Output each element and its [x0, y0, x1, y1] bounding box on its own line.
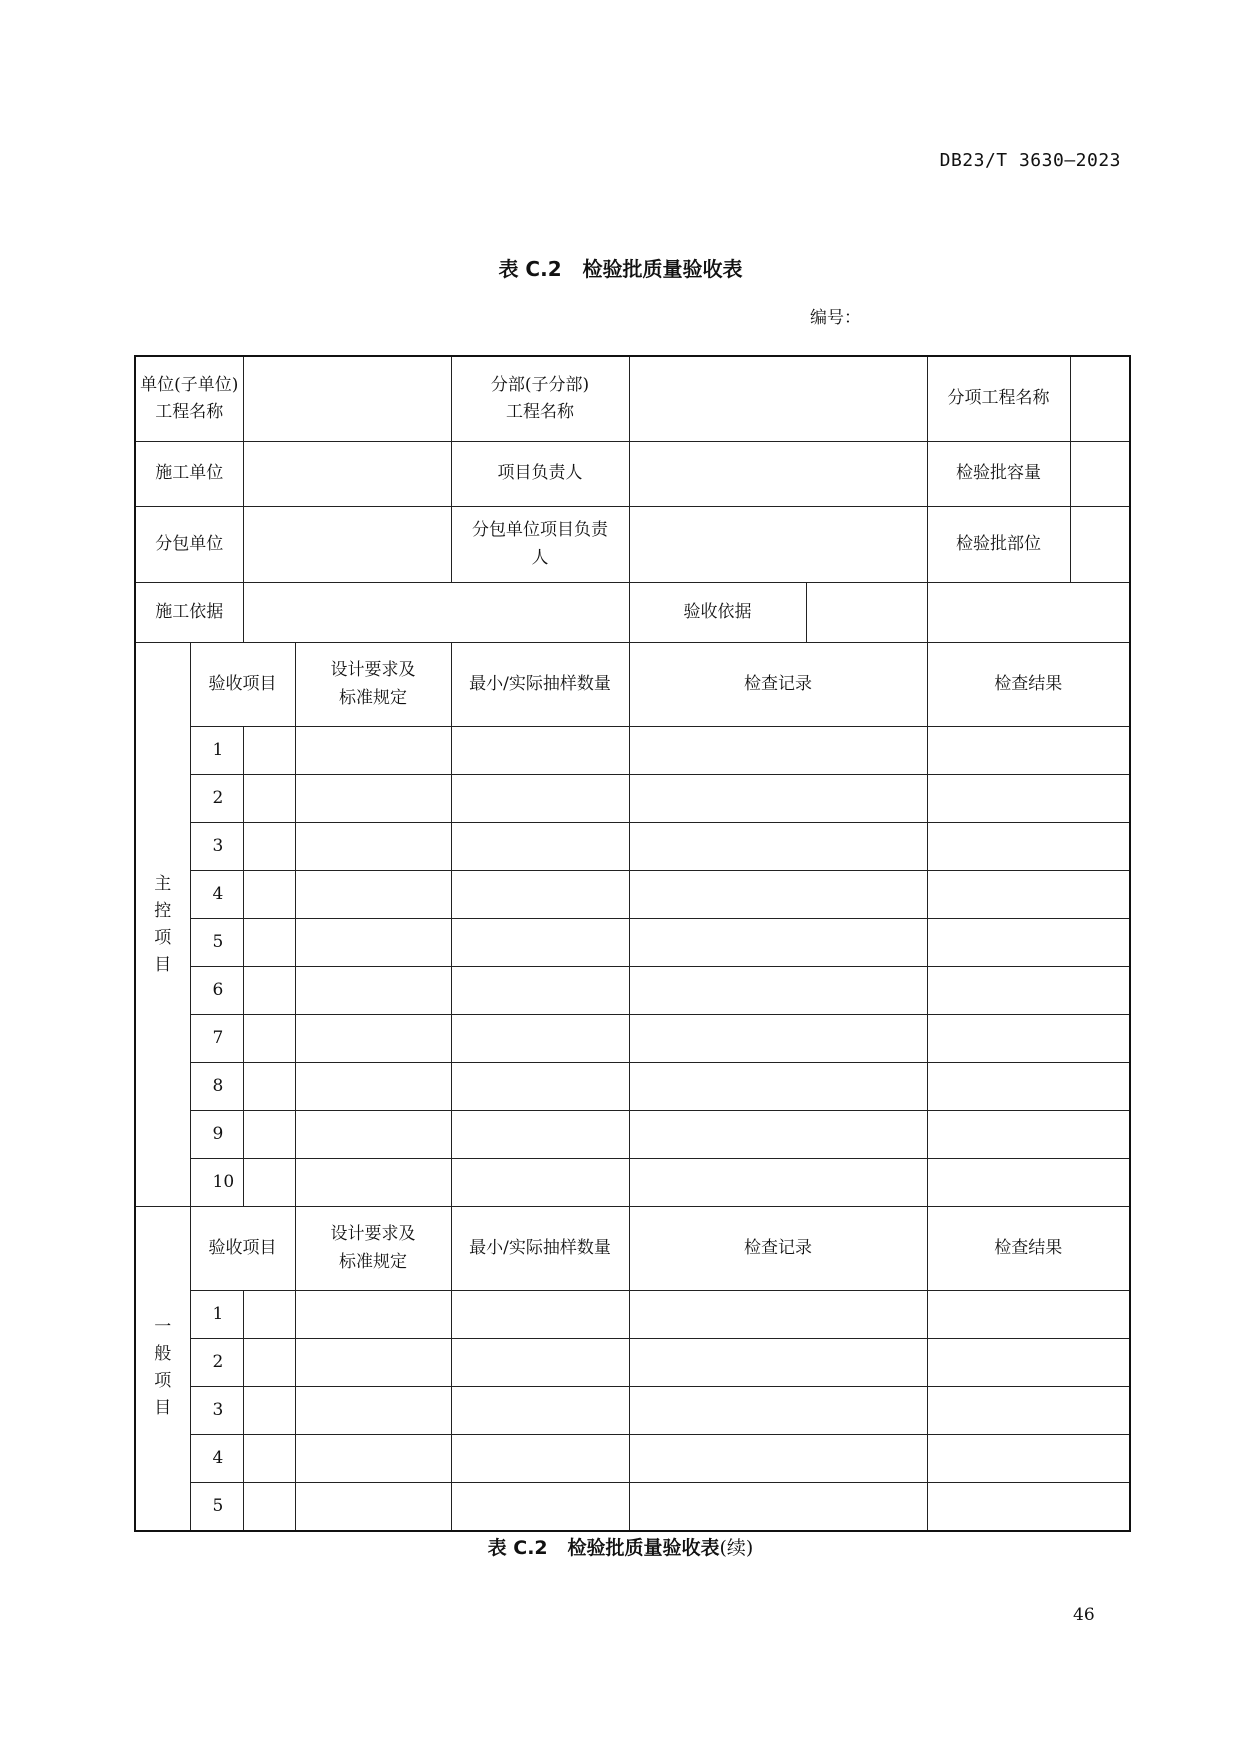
info-row-names: [135, 356, 1130, 442]
main-cell-record[interactable]: [629, 1111, 927, 1159]
main-cell-sampling[interactable]: [451, 1015, 629, 1063]
constructor-label: 施工单位: [135, 442, 243, 507]
general-item-row: [135, 1387, 1130, 1435]
acceptance-form-table: [134, 355, 1131, 1532]
main-cell-result[interactable]: [927, 919, 1130, 967]
main-cell-design-req[interactable]: [295, 1015, 451, 1063]
general-row-number: 3: [190, 1387, 243, 1435]
item-name-split: [927, 356, 1130, 442]
main-col-item: 验收项目: [190, 643, 295, 727]
general-row-number: 2: [190, 1339, 243, 1387]
main-cell-record[interactable]: [629, 775, 927, 823]
main-cell-sampling[interactable]: [451, 1159, 629, 1207]
general-item-row: [135, 1435, 1130, 1483]
main-cell-result[interactable]: [927, 727, 1130, 775]
general-cell-sampling[interactable]: [451, 1387, 629, 1435]
table-title: 表 C.2 检验批质量验收表: [498, 257, 743, 281]
main-cell-result[interactable]: [927, 1063, 1130, 1111]
main-cell-sampling[interactable]: [451, 775, 629, 823]
unit-name-value[interactable]: [243, 356, 451, 442]
general-section-label: 一 般 项 目: [135, 1207, 190, 1531]
main-row-number: 4: [190, 871, 243, 919]
main-row-number: 10: [190, 1159, 243, 1207]
sub-leader-label: 分包单位项目负责 人: [451, 507, 629, 583]
batch-location-value[interactable]: [1071, 507, 1130, 582]
main-cell-record[interactable]: [629, 967, 927, 1015]
project-leader-value[interactable]: [629, 442, 927, 507]
general-cell-sampling[interactable]: [451, 1435, 629, 1483]
main-cell-result[interactable]: [927, 967, 1130, 1015]
general-cell-sampling[interactable]: [451, 1483, 629, 1531]
batch-location-label: 检验批部位: [928, 507, 1071, 582]
main-cell-result[interactable]: [927, 1111, 1130, 1159]
main-col-result: 检查结果: [927, 643, 1130, 727]
basis-split: [629, 583, 927, 643]
main-cell-design-req[interactable]: [295, 1063, 451, 1111]
general-cell-item-name[interactable]: [243, 1435, 295, 1483]
constructor-value[interactable]: [243, 442, 451, 507]
general-cell-item-name[interactable]: [243, 1291, 295, 1339]
main-row-number: 3: [190, 823, 243, 871]
main-cell-sampling[interactable]: [451, 1063, 629, 1111]
main-row-number: 8: [190, 1063, 243, 1111]
main-col-sampling: 最小/实际抽样数量: [451, 643, 629, 727]
general-cell-record[interactable]: [629, 1339, 927, 1387]
general-cell-result[interactable]: [927, 1387, 1130, 1435]
main-item-row: [135, 967, 1130, 1015]
batch-capacity-label: 检验批容量: [928, 442, 1071, 506]
main-cell-design-req[interactable]: [295, 727, 451, 775]
info-row-subcontractor: [135, 507, 1130, 583]
general-row-number: 5: [190, 1483, 243, 1531]
subcontractor-label: 分包单位: [135, 507, 243, 583]
main-cell-result[interactable]: [927, 871, 1130, 919]
main-cell-design-req[interactable]: [295, 823, 451, 871]
item-name-value[interactable]: [1071, 357, 1130, 441]
general-cell-design-req[interactable]: [295, 1291, 451, 1339]
main-cell-design-req[interactable]: [295, 775, 451, 823]
batch-capacity-split: [927, 442, 1130, 507]
sub-leader-value[interactable]: [629, 507, 927, 583]
general-cell-sampling[interactable]: [451, 1291, 629, 1339]
acceptance-basis-value[interactable]: [807, 583, 927, 642]
main-cell-result[interactable]: [927, 823, 1130, 871]
main-cell-design-req[interactable]: [295, 871, 451, 919]
main-cell-sampling[interactable]: [451, 823, 629, 871]
main-cell-sampling[interactable]: [451, 1111, 629, 1159]
general-col-item: 验收项目: [190, 1207, 295, 1291]
sub-part-name-label: 分部(子分部) 工程名称: [451, 356, 629, 442]
main-row-number: 6: [190, 967, 243, 1015]
general-cell-result[interactable]: [927, 1339, 1130, 1387]
main-cell-design-req[interactable]: [295, 919, 451, 967]
main-cell-record[interactable]: [629, 823, 927, 871]
main-row-number: 1: [190, 727, 243, 775]
general-cell-record[interactable]: [629, 1483, 927, 1531]
main-item-row: [135, 727, 1130, 775]
acceptance-basis-label: 验收依据: [630, 583, 807, 642]
main-cell-item-name[interactable]: [243, 1159, 295, 1207]
info-row-basis: [135, 583, 1130, 643]
main-cell-result[interactable]: [927, 1015, 1130, 1063]
main-row-number: 2: [190, 775, 243, 823]
general-cell-design-req[interactable]: [295, 1435, 451, 1483]
general-cell-item-name[interactable]: [243, 1339, 295, 1387]
general-cell-design-req[interactable]: [295, 1387, 451, 1435]
general-cell-result[interactable]: [927, 1291, 1130, 1339]
main-item-row: [135, 919, 1130, 967]
general-col-result: 检查结果: [927, 1207, 1130, 1291]
standard-number: DB23/T 3630—2023: [939, 150, 1121, 171]
main-item-row: [135, 1111, 1130, 1159]
main-item-row: [135, 823, 1130, 871]
general-item-row: [135, 1483, 1130, 1531]
main-cell-sampling[interactable]: [451, 727, 629, 775]
main-cell-record[interactable]: [629, 1063, 927, 1111]
main-cell-record[interactable]: [629, 871, 927, 919]
main-cell-item-name[interactable]: [243, 871, 295, 919]
main-cell-result[interactable]: [927, 1159, 1130, 1207]
main-cell-item-name[interactable]: [243, 727, 295, 775]
main-cell-result[interactable]: [927, 775, 1130, 823]
main-item-row: [135, 1159, 1130, 1207]
main-section-label: 主 控 项 目: [135, 643, 190, 1207]
general-cell-design-req[interactable]: [295, 1483, 451, 1531]
main-cell-record[interactable]: [629, 727, 927, 775]
main-cell-item-name[interactable]: [243, 967, 295, 1015]
info-row-constructor: [135, 442, 1130, 507]
sub-part-name-value[interactable]: [629, 356, 927, 442]
general-cell-result[interactable]: [927, 1483, 1130, 1531]
main-item-row: [135, 775, 1130, 823]
general-header-row: [135, 1207, 1130, 1291]
general-cell-record[interactable]: [629, 1387, 927, 1435]
construction-basis-label: 施工依据: [135, 583, 243, 643]
main-cell-item-name[interactable]: [243, 823, 295, 871]
batch-capacity-value[interactable]: [1071, 442, 1130, 506]
main-cell-design-req[interactable]: [295, 1159, 451, 1207]
general-item-row: [135, 1339, 1130, 1387]
main-row-number: 5: [190, 919, 243, 967]
main-row-number: 9: [190, 1111, 243, 1159]
general-cell-design-req[interactable]: [295, 1339, 451, 1387]
general-cell-result[interactable]: [927, 1435, 1130, 1483]
batch-location-split: [927, 507, 1130, 583]
general-item-row: [135, 1291, 1130, 1339]
page-number: 46: [1073, 1605, 1095, 1625]
general-row-number: 4: [190, 1435, 243, 1483]
main-col-design-req: 设计要求及 标准规定: [295, 643, 451, 727]
serial-number-label: 编号：: [810, 308, 861, 328]
main-row-number: 7: [190, 1015, 243, 1063]
unit-name-label: 单位(子单位) 工程名称: [135, 356, 243, 442]
subcontractor-value[interactable]: [243, 507, 451, 583]
main-cell-sampling[interactable]: [451, 919, 629, 967]
general-cell-sampling[interactable]: [451, 1339, 629, 1387]
acceptance-basis-value-2[interactable]: [927, 583, 1130, 643]
main-cell-sampling[interactable]: [451, 967, 629, 1015]
general-cell-item-name[interactable]: [243, 1483, 295, 1531]
main-cell-record[interactable]: [629, 1159, 927, 1207]
main-cell-design-req[interactable]: [295, 967, 451, 1015]
main-cell-record[interactable]: [629, 1015, 927, 1063]
general-col-record: 检查记录: [629, 1207, 927, 1291]
main-item-row: [135, 1015, 1130, 1063]
main-cell-sampling[interactable]: [451, 871, 629, 919]
general-cell-item-name[interactable]: [243, 1387, 295, 1435]
main-cell-item-name[interactable]: [243, 1015, 295, 1063]
main-cell-record[interactable]: [629, 919, 927, 967]
general-row-number: 1: [190, 1291, 243, 1339]
main-cell-item-name[interactable]: [243, 1111, 295, 1159]
general-cell-record[interactable]: [629, 1435, 927, 1483]
main-cell-item-name[interactable]: [243, 919, 295, 967]
construction-basis-value[interactable]: [243, 583, 629, 643]
main-item-row: [135, 871, 1130, 919]
main-item-row: [135, 1063, 1130, 1111]
general-cell-record[interactable]: [629, 1291, 927, 1339]
continuation-title: 表 C.2 检验批质量验收表(续): [487, 1537, 754, 1559]
main-cell-item-name[interactable]: [243, 775, 295, 823]
project-leader-label: 项目负责人: [451, 442, 629, 507]
main-cell-item-name[interactable]: [243, 1063, 295, 1111]
general-col-design-req: 设计要求及 标准规定: [295, 1207, 451, 1291]
main-cell-design-req[interactable]: [295, 1111, 451, 1159]
main-col-record: 检查记录: [629, 643, 927, 727]
general-col-sampling: 最小/实际抽样数量: [451, 1207, 629, 1291]
main-header-row: [135, 643, 1130, 727]
item-name-label: 分项工程名称: [928, 357, 1071, 441]
